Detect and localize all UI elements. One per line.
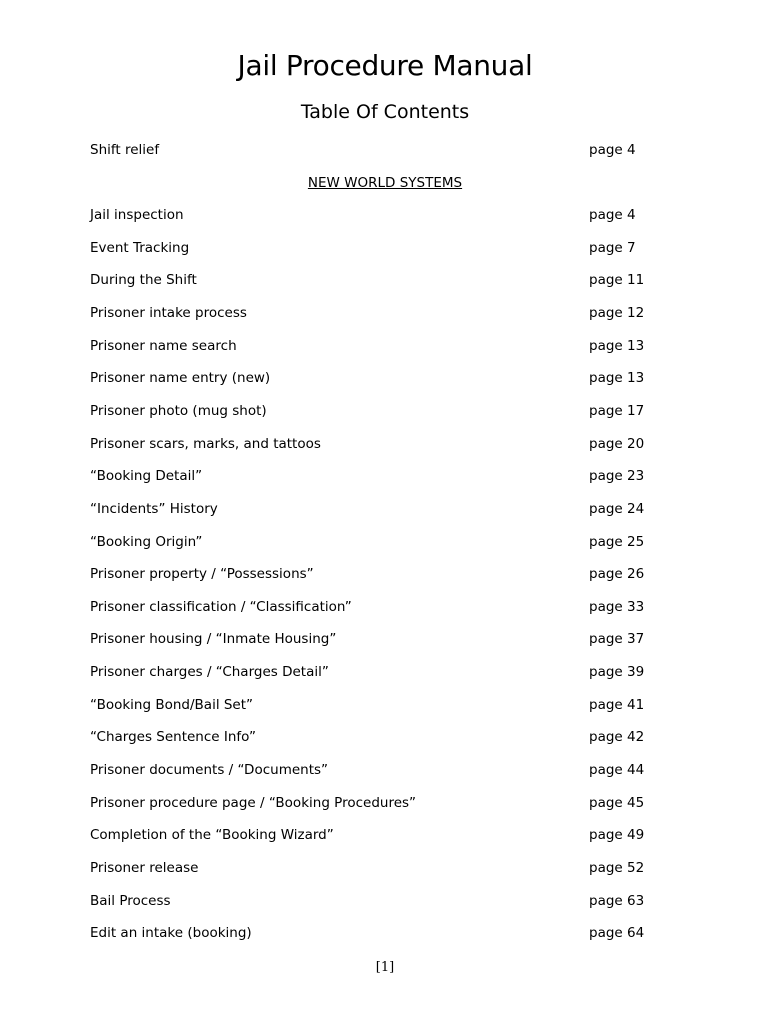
toc-entry (0, 564, 770, 584)
toc-entry-page: page 33 (589, 599, 645, 615)
toc-entry-shift-relief (0, 140, 770, 160)
toc-entry-title: “Incidents” History (90, 501, 218, 517)
toc-entry-page: page 64 (589, 925, 645, 941)
toc-entry-page: page 13 (589, 338, 645, 354)
toc-entry-page: page 4 (589, 207, 636, 223)
toc-entry (0, 597, 770, 617)
toc-entry-title: Bail Process (90, 893, 171, 909)
toc-entry-page: page 12 (589, 305, 645, 321)
toc-entry (0, 434, 770, 454)
toc-entry (0, 793, 770, 813)
toc-entry (0, 695, 770, 715)
toc-entry (0, 368, 770, 388)
toc-entry-page: page 20 (589, 436, 645, 452)
toc-entry (0, 401, 770, 421)
toc-entry-page: page 13 (589, 370, 645, 386)
toc-entry-title: Jail inspection (90, 207, 184, 223)
toc-entry-page: page 25 (589, 534, 645, 550)
toc-entry-page: page 26 (589, 566, 645, 582)
toc-entry-page: page 41 (589, 697, 645, 713)
toc-entry-title: Prisoner classification / “Classification” (90, 599, 352, 615)
toc-entry-title: Prisoner intake process (90, 305, 247, 321)
table-of-contents-heading: Table Of Contents (300, 101, 470, 123)
toc-entry (0, 238, 770, 258)
toc-entry (0, 532, 770, 552)
toc-entry-page: page 37 (589, 631, 645, 647)
toc-entry-title: Prisoner scars, marks, and tattoos (90, 436, 321, 452)
toc-entry-title: “Booking Origin” (90, 534, 203, 550)
toc-entry-title: Prisoner housing / “Inmate Housing” (90, 631, 337, 647)
toc-entry-title: Prisoner documents / “Documents” (90, 762, 329, 778)
toc-entry-page: page 45 (589, 795, 645, 811)
toc-entry (0, 499, 770, 519)
toc-entry (0, 760, 770, 780)
toc-entry-page: page 63 (589, 893, 645, 909)
toc-entry (0, 205, 770, 225)
toc-entry (0, 858, 770, 878)
toc-entry-page: page 42 (589, 729, 645, 745)
toc-entry (0, 662, 770, 682)
toc-entry (0, 336, 770, 356)
toc-entry-title: Edit an intake (booking) (90, 925, 252, 941)
toc-entry-title: “Charges Sentence Info” (90, 729, 256, 745)
toc-entry-title: Prisoner photo (mug shot) (90, 403, 267, 419)
toc-entry-page: page 4 (589, 142, 636, 158)
toc-entry-title: “Booking Detail” (90, 468, 203, 484)
toc-entry-title: Event Tracking (90, 240, 190, 256)
toc-entry-title: “Booking Bond/Bail Set” (90, 697, 254, 713)
toc-entry-title: Prisoner release (90, 860, 199, 876)
toc-entry-title: During the Shift (90, 272, 197, 288)
toc-entry (0, 270, 770, 290)
toc-entry-page: page 39 (589, 664, 645, 680)
section-heading-new-world-systems: NEW WORLD SYSTEMS (307, 175, 463, 191)
toc-entry-title: Completion of the “Booking Wizard” (90, 827, 334, 843)
toc-entry-page: page 7 (589, 240, 636, 256)
toc-entry (0, 891, 770, 911)
toc-entry-title: Shift relief (90, 142, 160, 158)
toc-entry-title: Prisoner name search (90, 338, 237, 354)
toc-entry (0, 825, 770, 845)
toc-entry (0, 466, 770, 486)
toc-entry-page: page 23 (589, 468, 645, 484)
toc-entry (0, 923, 770, 943)
toc-entry-page: page 49 (589, 827, 645, 843)
toc-entry-page: page 11 (589, 272, 645, 288)
toc-entry (0, 303, 770, 323)
toc-entry-title: Prisoner property / “Possessions” (90, 566, 314, 582)
toc-entry-page: page 24 (589, 501, 645, 517)
toc-entry-page: page 17 (589, 403, 645, 419)
toc-entry-title: Prisoner procedure page / “Booking Procedures” (90, 795, 417, 811)
toc-entry-title: Prisoner charges / “Charges Detail” (90, 664, 329, 680)
toc-entry (0, 629, 770, 649)
toc-entry-title: Prisoner name entry (new) (90, 370, 271, 386)
toc-entry-page: page 44 (589, 762, 645, 778)
toc-entry-page: page 52 (589, 860, 645, 876)
document-title: Jail Procedure Manual (237, 49, 533, 82)
toc-entry (0, 727, 770, 747)
page-number: [1] (375, 960, 395, 975)
